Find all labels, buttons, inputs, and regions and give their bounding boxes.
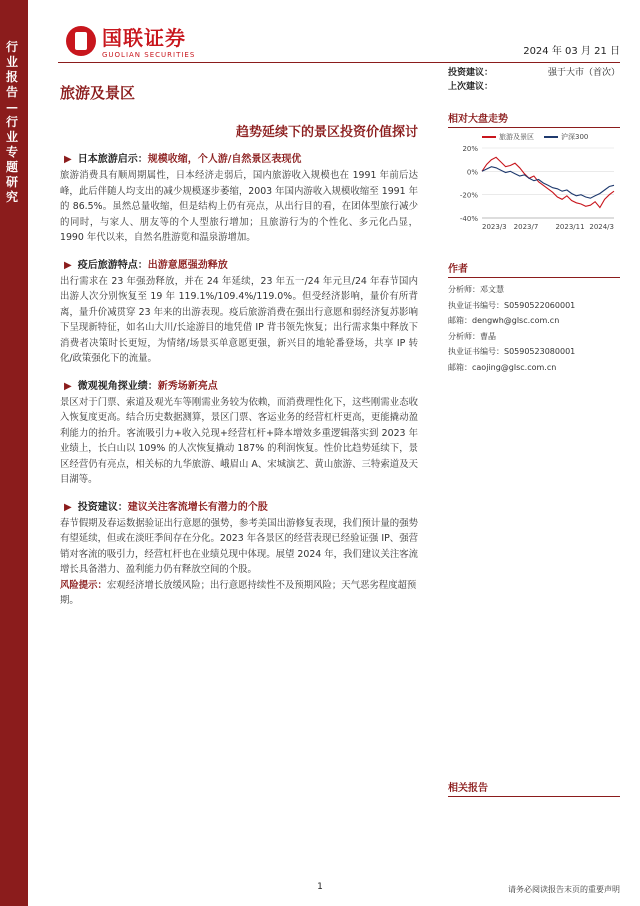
footer-disclaimer: 请务必阅读报告末页的重要声明: [508, 885, 620, 894]
x-tick-label: 2023/3: [482, 223, 507, 231]
right-panel: [448, 66, 620, 797]
chart-canvas: [448, 142, 620, 242]
page-number: 1: [317, 882, 323, 892]
logo-en: GUOLIAN SECURITIES: [102, 51, 196, 59]
x-tick-label: 2023/7: [513, 223, 539, 231]
bullet-icon: ▶: [64, 259, 72, 271]
x-tick-label: 2024/3: [589, 223, 614, 231]
logo-mark-icon: [66, 26, 96, 56]
author-name: 分析师：曹晶: [448, 331, 496, 341]
section-body: 出行需求在 23 年强劲释放，并在 24 年延续，23 年五一/24 年元旦/24 年春节国内出游人次分别恢复至 19 年 119.1%/109.4%/119.0%。但受经济影响，量价有所背离，量升价减贯穿 23 年来的出游表现。疫后旅游消费在强出行意愿和弱经济复苏影响下呈现新特征，如名山大川/长途游目的地凭借 IP 背书领先恢复；出行需求集中释放下消费者决策时长更短，为情绪/场景买单意愿更强，新兴目的地轮番登场，共享 IP 转化/政策强化下的流量。: [60, 275, 418, 364]
legend-item-b: [544, 132, 588, 142]
logo-cn: 国联证券: [102, 26, 186, 50]
section-body: 景区对于门票、索道及观光车等刚需业务较为依赖，而消费理性化下，这些刚需业态收入恢复度更高。结合历史数据测算，景区门票、客运业务的经营杠杆更高，更能撬动盈利能力的抬升。客流吸引力+收入兑现+经营杠杆+降本增效多重逻辑落实到 2023 年业绩上，长白山以 109% 的人次恢复撬动 187% 的利润恢复。性价比趋势延续下，景区经营仍有亮点，相关标的九华旅游、峨眉山 A、宋城演艺、黄山旅游、三特索道及天目湖等。: [60, 396, 418, 485]
author-email[interactable]: 邮箱：dengwh@glsc.com.cn: [448, 316, 560, 325]
heading-key: 日本旅游启示：: [77, 154, 148, 165]
last-rating-label: 上次建议：: [448, 82, 494, 92]
relative-performance-chart: [448, 132, 620, 246]
report-date: 2024 年 03 月 21 日: [523, 46, 620, 57]
y-tick-label: 0%: [466, 168, 478, 177]
author-email[interactable]: 邮箱：caojing@glsc.com.cn: [448, 362, 557, 372]
main-content: [60, 152, 418, 621]
heading-summary: 规模收缩，个人游/自然景区表现优: [147, 154, 302, 165]
heading-key: 投资建议：: [77, 501, 128, 513]
section-heading: [60, 379, 418, 395]
heading-summary: 出游意愿强劲释放: [147, 259, 228, 271]
company-logo: [66, 22, 195, 59]
heading-key: 疫后旅游特点：: [77, 259, 148, 271]
section-micro: [60, 379, 418, 488]
risk-label: 风险提示：: [60, 579, 107, 591]
x-tick-label: 2023/11: [555, 223, 585, 231]
section-japan: [60, 152, 418, 246]
author-name: 分析师：邓文慧: [448, 285, 504, 294]
section-body: 旅游消费具有顺周期属性，日本经济走弱后，国内旅游收入规模也在 1991 年前后达峰，此后伴随人均支出的减少规模逐步萎缩，2003 年国内游收入规模收缩至 1991 年的 86.5%。虽然总量收缩，但是结构上仍有亮点，从出行目的看，在团体型旅行减少的同时，与家人、朋友等的个人型旅行增加；且旅游行为的个性化、多元化凸显，1990 年代以来，自然名胜游览和温泉游增加。: [60, 170, 418, 243]
chart-heading: 相对大盘走势: [448, 110, 620, 128]
legend-swatch: [482, 136, 496, 138]
legend-label: 沪深300: [561, 133, 589, 141]
risk-text: 宏观经济增长放缓风险；出行意愿持续性不及预期风险；天气恶劣程度超预期。: [60, 579, 417, 606]
rating-value: 强于大市（首次）: [547, 68, 620, 78]
legend-swatch: [544, 136, 558, 138]
author-list: [448, 282, 620, 375]
risk-warning: [60, 578, 418, 609]
bullet-icon: ▶: [64, 501, 72, 513]
y-tick-label: 20%: [462, 145, 478, 153]
legend-label: 旅游及景区: [499, 133, 534, 141]
section-heading: [60, 500, 418, 516]
heading-summary: 建议关注客流增长有潜力的个股: [127, 501, 268, 513]
y-tick-label: -20%: [459, 191, 478, 200]
y-tick-label: -40%: [459, 215, 478, 223]
section-investment: [60, 500, 418, 609]
heading-key: 微观视角探业绩：: [77, 380, 158, 392]
bullet-icon: ▶: [64, 380, 72, 392]
section-heading: [60, 258, 418, 274]
author-cert: 执业证书编号：S0590522060001: [448, 300, 576, 310]
author-cert: 执业证书编号：S0590523080001: [448, 347, 576, 356]
section-heading: [60, 152, 418, 168]
rating-label: 投资建议：: [448, 68, 494, 78]
header-divider: [58, 62, 620, 63]
bullet-icon: ▶: [64, 154, 72, 165]
authors-heading: 作者: [448, 260, 620, 278]
sidebar-label: 行业报告—行业专题研究: [6, 40, 19, 204]
last-rating-row: [448, 80, 620, 94]
series-line-tourism: [482, 157, 614, 207]
chart-legend: [482, 132, 620, 142]
related-reports-heading: 相关报告: [448, 779, 620, 797]
rating-row: [448, 66, 620, 80]
industry-name: 旅游及景区: [60, 84, 136, 102]
sidebar: [0, 0, 28, 906]
section-body: 春节假期及春运数据验证出行意愿的强势，参考美国出游修复表现，我们预计量的强势有望延续，但或在淡旺季间存在分化。2023 年各景区的经营表现已经验证强 IP、强营销对客流的吸引力，经营杠杆也在业绩兑现中体现。展望 2024 年，我们建议关注客流增长具备潜力、盈利能力仍有释放空间的个股。: [60, 517, 418, 575]
legend-item-a: [482, 132, 534, 142]
heading-summary: 新秀场新亮点: [157, 380, 218, 392]
report-title: 趋势延续下的景区投资价值探讨: [235, 125, 418, 140]
section-post-covid: [60, 258, 418, 367]
